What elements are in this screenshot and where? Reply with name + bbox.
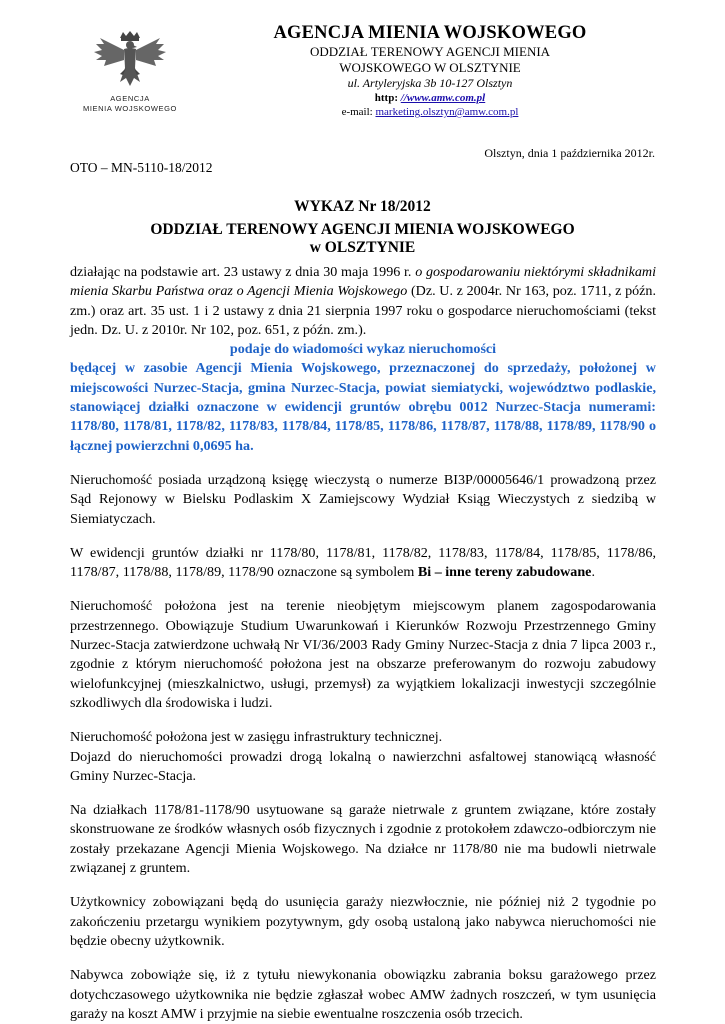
http-label: http:: [374, 92, 401, 104]
land-records-text: W ewidencji gruntów działki nr 1178/80, 1178/81, 1178/82, 1178/83, 1178/84, 1178/85, 1178/86, 1178/87, 1178/88, 1178/89, 1178/90 oznaczone są symbolem: [70, 544, 656, 581]
branch-line2: WOJSKOWEGO W OLSZTYNIE: [339, 60, 521, 75]
address: ul. Artyleryjska 3b 10-127 Olsztyn: [347, 76, 513, 90]
document-date: Olsztyn, dnia 1 października 2012r.: [484, 146, 655, 160]
reference-number: OTO – MN-5110-18/2012: [70, 160, 213, 175]
act-title: o gospodarowaniu niektórymi składnikami mienia Skarbu Państwa oraz o Agencji Mienia Wojskowego: [70, 264, 656, 300]
legal-basis-text-end: (Dz. U. z 2004r. Nr 163, poz. 1711, z późn. zm.) oraz art. 35 ust. 1 i 2 ustawy z dnia 21 sierpnia 1997 roku o gospodarce nieruchomościami (tekst jedn. Dz. U. z 2010r. Nr 102, poz. 651, z późn. zm.).: [70, 283, 656, 338]
infrastructure-line: Nieruchomość położona jest w zasięgu infrastruktury technicznej.: [70, 729, 443, 746]
logo-line1: AGENCJA: [110, 94, 150, 103]
land-records-paragraph: [70, 544, 656, 583]
agency-logo: [75, 30, 185, 114]
subtitle-line2: w OLSZTYNIE: [309, 239, 416, 256]
eagle-emblem-icon: [90, 30, 170, 92]
document-title: WYKAZ Nr 18/2012: [294, 198, 431, 215]
website-link[interactable]: //www.amw.com.pl: [400, 92, 486, 104]
agency-name: AGENCJA MIENIA WOJSKOWEGO: [273, 23, 587, 43]
document-subtitle: [70, 221, 655, 257]
branch-line1: ODDZIAŁ TERENOWY AGENCJI MIENIA: [309, 44, 551, 59]
access-road-paragraph: Dojazd do nieruchomości prowadzi drogą lokalną o nawierzchni asfaltowej stanowiącą własność Gminy Nurzec-Stacja.: [70, 748, 656, 784]
garages-paragraph: Na działkach 1178/81-1178/90 usytuowane są garaże nietrwale z gruntem związane, które zostały skonstruowane ze środków własnych osób fizycznych i zgodnie z protokołem zdawczo-odbiorczym nie zostały przekazane Agencji Mienia Wojskowego. Na działce nr 1178/80 nie ma budowli nietrwale związanej z gruntem.: [70, 802, 656, 877]
legal-basis-paragraph: [70, 263, 656, 340]
letterhead: [195, 22, 665, 119]
zoning-paragraph: Nieruchomość położona jest na terenie nieobjętym miejscowym planem zagospodarowania przestrzennego. Obowiązuje Studium Uwarunkowań i Kierunków Rozwoju Przestrzennego Gminy Nurzec-Stacja zatwierdzone uchwałą Nr VI/36/2003 Rady Gminy Nurzec-Stacja z dnia 7 lipca 2003 r., zgodnie z którym nieruchomość położona jest na obszarze preferowanym do rozwoju zabudowy wielofunkcyjnej (mieszkalnictwo, usługi, przemysł) za wyjątkiem lokalizacji inwestycji szczególnie szkodliwych dla środowiska i ludzi.: [70, 598, 656, 711]
subtitle-line1: ODDZIAŁ TERENOWY AGENCJI MIENIA WOJSKOWEGO: [150, 221, 575, 238]
document-body: [70, 263, 656, 1024]
email-line: [195, 105, 665, 119]
email-link[interactable]: marketing.olsztyn@amw.com.pl: [375, 106, 519, 118]
legal-basis-text: działając na podstawie art. 23 ustawy z dnia 30 maja 1996 r.: [70, 264, 416, 280]
notice-paragraph: będącej w zasobie Agencji Mienia Wojskowego, przeznaczonej do sprzedaży, położonej w miejscowości Nurzec-Stacja, gmina Nurzec-Stacja, powiat siemiatycki, województwo podlaskie, stanowiącej działki oznaczone w ewidencji gruntów obrębu 0012 Nurzec-Stacja numerami: 1178/80, 1178/81, 1178/82, 1178/83, 1178/84, 1178/85, 1178/86, 1178/87, 1178/88, 1178/89, 1178/90 o łącznej powierzchni 0,0695 ha.: [70, 360, 656, 454]
notice-heading: podaje do wiadomości wykaz nieruchomości: [229, 341, 497, 358]
website-line: [195, 91, 665, 105]
logo-line2: MIENIA WOJSKOWEGO: [83, 104, 177, 113]
land-records-end: .: [591, 564, 595, 581]
land-use-symbol: Bi – inne tereny zabudowane: [417, 564, 592, 581]
land-register-paragraph: Nieruchomość posiada urządzoną księgę wieczystą o numerze BI3P/00005646/1 prowadzoną przez Sąd Rejonowy w Bielsku Podlaskim X Zamiejscowy Wydział Ksiąg Wieczystych z siedzibą w Siemiatyczach.: [70, 471, 656, 527]
users-obligation-paragraph: Użytkownicy zobowiązani będą do usunięcia garaży niezwłocznie, nie później niż 2 tygodnie po zakończeniu przetargu wynikiem pozytywnym, gdy osobą ustaloną jako nabywca nieruchomości nie będzie obecny użytkownik.: [70, 894, 656, 949]
email-label: e-mail:: [341, 106, 376, 118]
buyer-obligation-paragraph: Nabywca zobowiąże się, iż z tytułu niewykonania obowiązku zabrania boksu garażowego przez dotychczasowego użytkownika nie będzie zgłaszał wobec AMW żadnych roszczeń, w tym usunięcia garaży na koszt AMW i przyjmie na siebie ewentualne roszczenia osób trzecich.: [70, 967, 656, 1022]
